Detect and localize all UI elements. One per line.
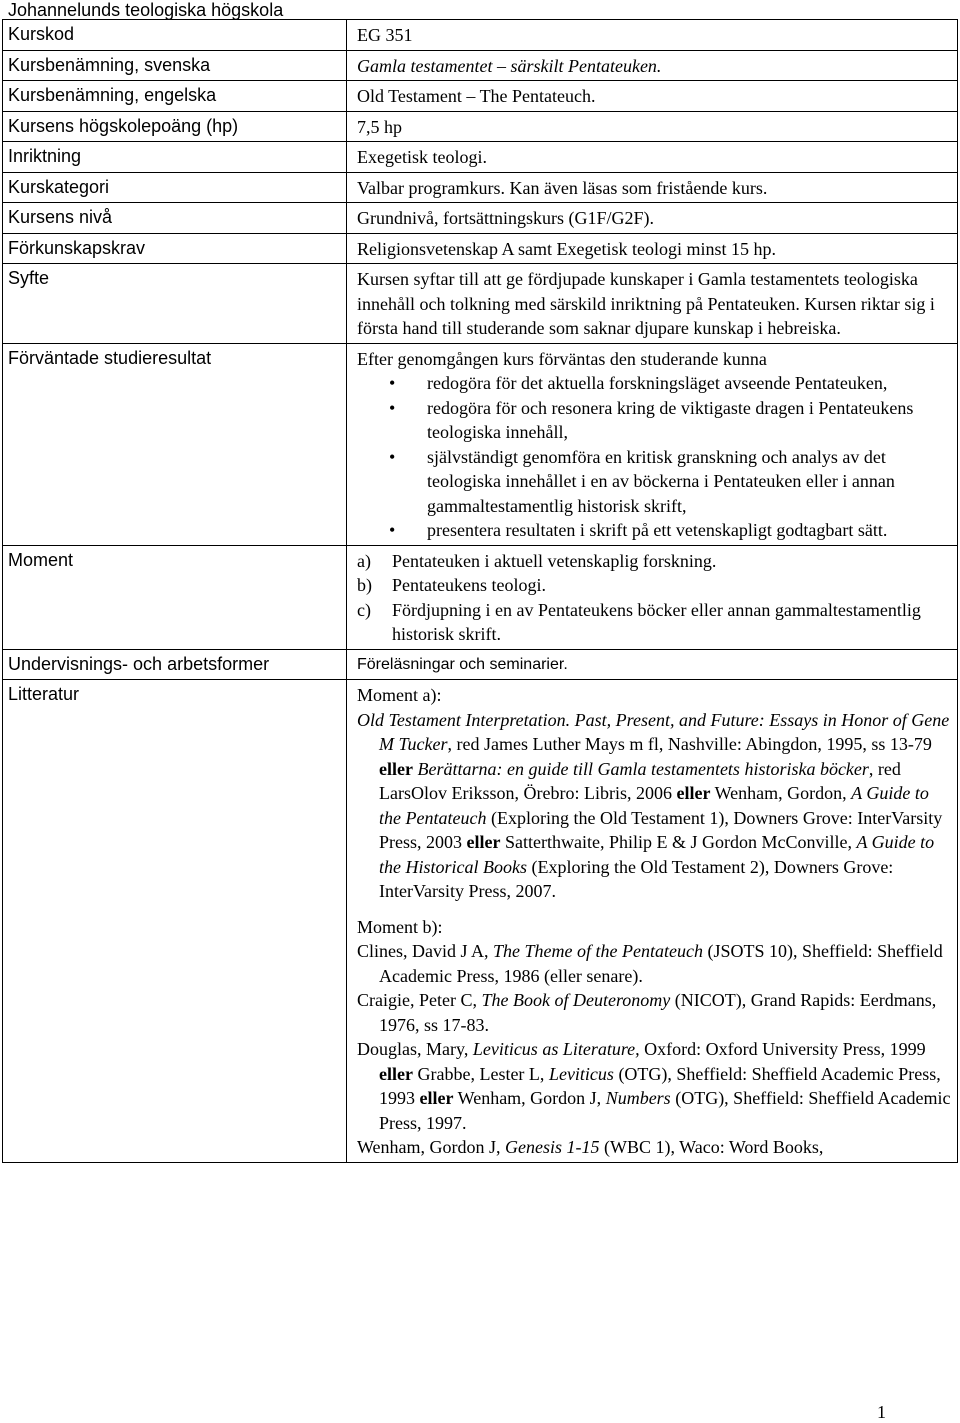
lit-ref-douglas [357, 1037, 951, 1135]
ref-text: Clines, David J A, [357, 941, 494, 961]
ref-title: A Guide to the Pentateuch [379, 783, 929, 828]
ref-or: eller [379, 1063, 413, 1084]
ref-text: Wenham, Gordon J, [453, 1088, 606, 1108]
value-undervisning: Föreläsningar och seminarier. [347, 649, 958, 680]
resultat-intro: Efter genomgången kurs förväntas den studerande kunna [357, 348, 767, 369]
ref-title: Genesis 1-15 [505, 1137, 600, 1157]
value-namn-sv: Gamla testamentet – särskilt Pentateuken. [347, 50, 958, 81]
row-resultat [3, 343, 958, 545]
value-litteratur [347, 680, 958, 1163]
ref-text: , red James Luther Mays m fl, Nashville: Abingdon, 1995, ss 13-79 [447, 734, 932, 754]
lit-ref-a [357, 708, 951, 904]
ref-or: eller [466, 832, 501, 852]
moment-text: Pentateuken i aktuell vetenskaplig forskning. [392, 550, 717, 571]
lit-heading-a: Moment a): [357, 685, 442, 705]
ref-text: Wenham, Gordon, [710, 783, 852, 803]
value-syfte: Kursen syftar till att ge fördjupade kunskaper i Gamla testamentets teologiska innehåll och tolkning med särskild inriktning på Pentateuken. Kursen riktar sig i första hand till studerande som saknar djupare kunskap i hebreiska. [347, 264, 958, 344]
value-kategori: Valbar programkurs. Kan även läsas som fristående kurs. [347, 172, 958, 203]
ref-title: A Guide to the Historical Books [379, 832, 935, 877]
row-namn-sv [3, 50, 958, 81]
label-forkunskap: Förkunskapskrav [3, 233, 347, 264]
list-item: • redogöra för och resonera kring de viktigaste dragen i Pentateukens teologiska innehåll, [357, 396, 951, 445]
ref-title: Leviticus as Literature, [472, 1039, 640, 1059]
ref-title: The Book of Deuteronomy [481, 990, 671, 1010]
ref-title: Numbers [605, 1088, 671, 1108]
ref-text: (OTG), Sheffield: Sheffield Academic Press, 1997. [379, 1088, 951, 1133]
row-inriktning [3, 142, 958, 173]
label-kategori: Kurskategori [3, 172, 347, 203]
row-syfte [3, 264, 958, 344]
ref-text: Douglas, Mary, [357, 1039, 473, 1059]
course-table [2, 19, 958, 1163]
list-item [357, 598, 951, 647]
value-niva: Grundnivå, fortsättningskurs (G1F/G2F). [347, 203, 958, 234]
value-inriktning: Exegetisk teologi. [347, 142, 958, 173]
moment-text: Pentateukens teologi. [392, 575, 546, 595]
ref-text: (Exploring the Old Testament 1), Downers Grove: InterVarsity Press, 2003 [379, 807, 943, 852]
ref-text: (Exploring the Old Testament 2), Downers Grove: InterVarsity Press, 2007. [379, 856, 894, 901]
ref-text: , red LarsOlov Eriksson, Örebro: Libris, 2006 [379, 758, 901, 803]
value-kurskod: EG 351 [347, 20, 958, 51]
ref-text: Oxford: Oxford University Press, 1999 [639, 1039, 926, 1059]
row-forkunskap [3, 233, 958, 264]
label-namn-sv: Kursbenämning, svenska [3, 50, 347, 81]
ref-title: Berättarna: en guide till Gamla testamentets historiska böcker [412, 758, 869, 779]
outcome-list [357, 371, 951, 543]
ref-or: eller [419, 1088, 454, 1108]
ref-title: Leviticus [548, 1063, 614, 1084]
moment-list [357, 549, 951, 647]
row-kategori [3, 172, 958, 203]
value-namn-en: Old Testament – The Pentateuch. [347, 81, 958, 112]
ref-text: Wenham, Gordon J, [357, 1137, 506, 1157]
list-item: • redogöra för det aktuella forskningsläget avseende Pentateuken, [357, 371, 951, 396]
row-namn-en [3, 81, 958, 112]
label-litteratur: Litteratur [3, 680, 347, 1163]
row-litteratur [3, 680, 958, 1163]
label-undervisning: Undervisnings- och arbetsformer [3, 649, 347, 680]
ref-text: (WBC 1), Waco: Word Books, [599, 1137, 824, 1157]
row-kurskod [3, 20, 958, 51]
ref-text: (OTG), Sheffield: Sheffield Academic Press, 1993 [379, 1063, 941, 1108]
lit-ref-craigie [357, 988, 951, 1037]
ref-title: The Theme of the Pentateuch [493, 941, 703, 961]
list-item: • självständigt genomföra en kritisk granskning och analys av det teologiska innehållet i en av böckerna i Pentateuken eller i annan gammaltestamentlig historisk skrift, [357, 445, 951, 519]
moment-marker: a) [357, 550, 371, 571]
moment-marker: b) [357, 575, 372, 595]
lit-ref-wenham [357, 1135, 951, 1160]
label-hp: Kursens högskolepoäng (hp) [3, 111, 347, 142]
ref-text: (NICOT), Grand Rapids: Eerdmans, 1976, ss 17-83. [379, 990, 937, 1035]
row-undervisning [3, 649, 958, 680]
row-niva [3, 203, 958, 234]
moment-marker: c) [357, 599, 371, 620]
row-hp [3, 111, 958, 142]
lit-ref-clines [357, 939, 951, 988]
list-item: • presentera resultaten i skrift på ett vetenskapligt godtagbart sätt. [357, 518, 951, 543]
label-niva: Kursens nivå [3, 203, 347, 234]
ref-text: Satterthwaite, Philip E & J Gordon McConville, [500, 832, 857, 852]
page-number: 1 [877, 1402, 886, 1422]
value-resultat [347, 343, 958, 545]
label-moment: Moment [3, 545, 347, 649]
ref-or: eller [676, 783, 711, 803]
moment-text: Fördjupning i en av Pentateukens böcker eller annan gammaltestamentlig historisk skrift. [392, 599, 921, 644]
value-forkunskap: Religionsvetenskap A samt Exegetisk teologi minst 15 hp. [347, 233, 958, 264]
ref-text: Grabbe, Lester L, [412, 1063, 549, 1084]
value-hp: 7,5 hp [347, 111, 958, 142]
institution-header: Johannelunds teologiska högskola [8, 0, 284, 20]
row-moment [3, 545, 958, 649]
list-item [357, 549, 951, 574]
ref-title: Old Testament Interpretation. Past, Present, and Future: Essays in Honor of Gene M Tucker [357, 709, 950, 754]
label-inriktning: Inriktning [3, 142, 347, 173]
lit-heading-b: Moment b): [357, 916, 443, 937]
ref-text: (JSOTS 10), Sheffield: Sheffield Academic Press, 1986 (eller senare). [379, 941, 943, 986]
label-syfte: Syfte [3, 264, 347, 344]
label-namn-en: Kursbenämning, engelska [3, 81, 347, 112]
label-resultat: Förväntade studieresultat [3, 343, 347, 545]
label-kurskod: Kurskod [3, 20, 347, 51]
ref-or: eller [379, 758, 413, 779]
ref-text: Craigie, Peter C, [357, 990, 482, 1010]
list-item [357, 573, 951, 598]
value-moment [347, 545, 958, 649]
